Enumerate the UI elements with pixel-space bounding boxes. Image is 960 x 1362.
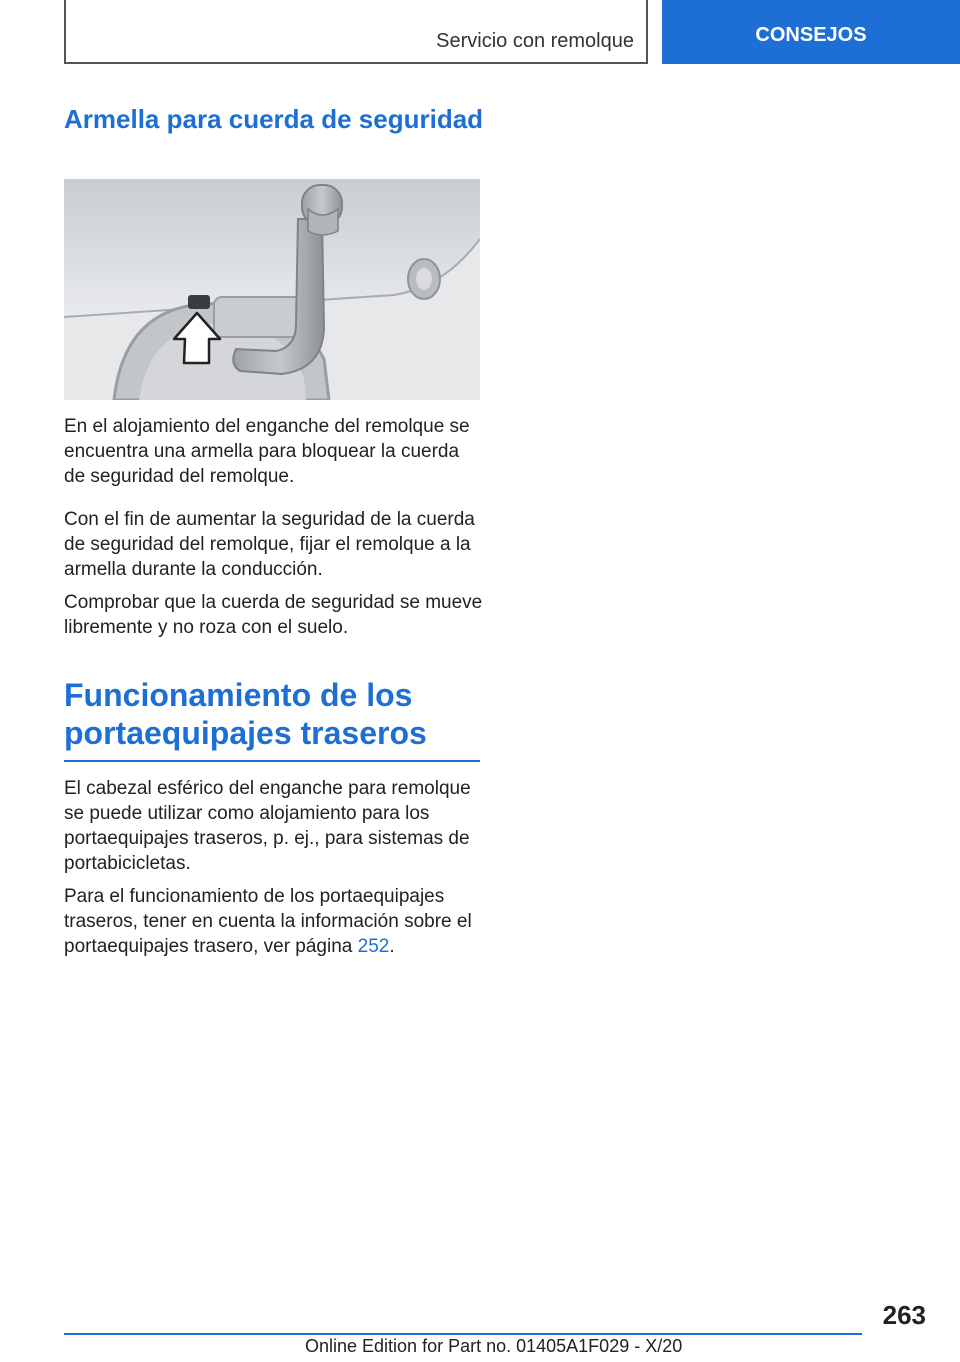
- paragraph-4: El cabezal esférico del enganche para remolque se puede utilizar como alojamiento para los portaequipajes traseros, p. ej., para sistemas de portabicicletas.: [64, 778, 471, 874]
- paragraph-5: [64, 884, 484, 959]
- header-section-title: Servicio con remolque: [436, 30, 634, 52]
- paragraph-5-text: Para el funcionamiento de los portaequipajes traseros, tener en cuenta la información sobre el portaequipajes trasero, ver página: [64, 886, 472, 957]
- paragraph-2: Con el fin de aumentar la seguridad de la cuerda de seguridad del remolque, fijar el remolque a la armella durante la conducción.: [64, 509, 475, 580]
- section-heading-safety-eye: Armella para cuerda de seguridad: [64, 104, 484, 134]
- section-heading-rear-carriers: Funcionamiento de los portaequipajes traseros: [64, 676, 480, 762]
- paragraph-3: Comprobar que la cuerda de seguridad se mueve libremente y no roza con el suelo.: [64, 592, 483, 638]
- paragraph-5-end: .: [389, 936, 395, 957]
- tow-hitch-illustration: [64, 179, 480, 400]
- page-number: 263: [882, 1300, 926, 1330]
- footer-edition: Online Edition for Part no. 01405A1F029 - X/20: [305, 1336, 683, 1356]
- chapter-tab-label: CONSEJOS: [755, 23, 867, 46]
- header-section-box: [64, 0, 648, 64]
- footer-divider: [64, 1333, 862, 1335]
- paragraph-1: En el alojamiento del enganche del remolque se encuentra una armella para bloquear la cuerda de seguridad del remolque.: [64, 416, 470, 487]
- page-reference-link[interactable]: 252: [357, 936, 390, 957]
- tow-hitch-drawing: [64, 179, 480, 400]
- header-chapter-tab[interactable]: [662, 0, 960, 64]
